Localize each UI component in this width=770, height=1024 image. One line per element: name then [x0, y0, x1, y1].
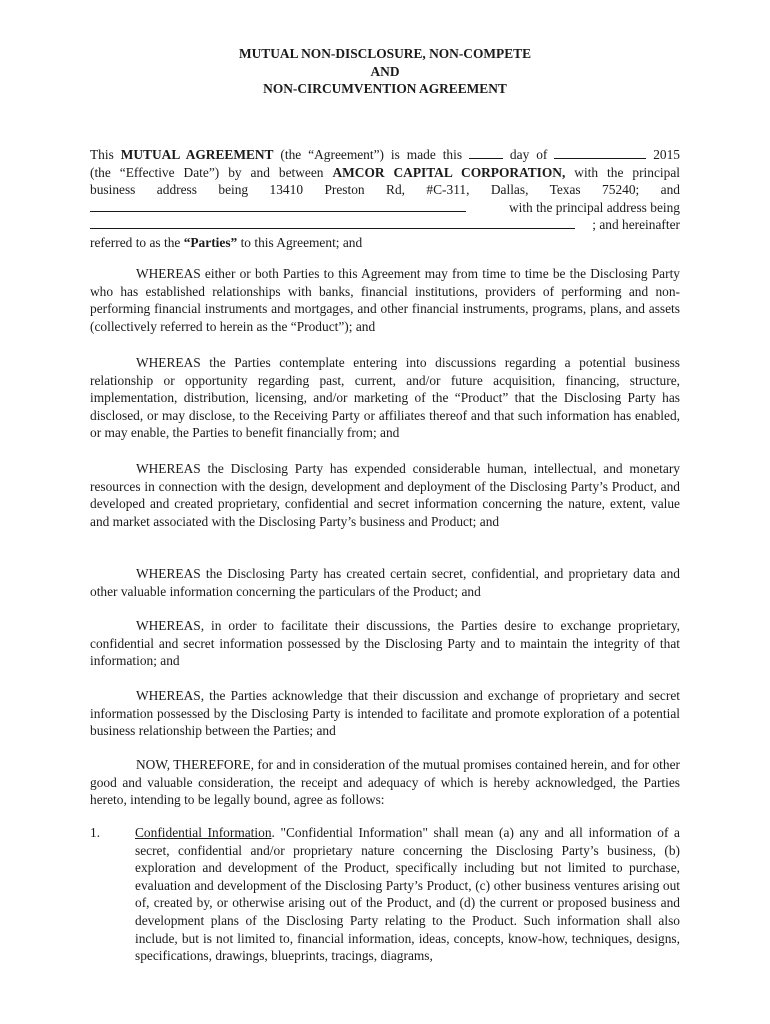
title-line-1: MUTUAL NON-DISCLOSURE, NON-COMPETE — [238, 46, 531, 61]
section-number: 1. — [90, 825, 101, 840]
party-address-blank — [90, 216, 575, 229]
whereas-paragraph-2: WHEREAS the Parties contemplate entering into discussions regarding a potential business relationship or opportunity regarding past, current, and/or future acquisition, financing, structure, implementation, distribution, licensing, and/or marketing of the “Product” that the Disclosing Party has disclosed, or may disclose, to the Receiving Party or affiliates thereof and that such information has enabled, or may enable, the Parties to benefit financially from; and — [90, 355, 680, 441]
intro-text: (the “Agreement”) is made this — [273, 147, 469, 162]
whereas-paragraph-6: WHEREAS, the Parties acknowledge that their discussion and exchange of proprietary and secret information possessed by the Disclosing Party is intended to facilitate and promote exploration of a potential business relationship between the Parties; and — [90, 688, 680, 739]
whereas-paragraph-3: WHEREAS the Disclosing Party has expended considerable human, intellectual, and monetary resources in connection with the design, development and deployment of the Disclosing Party’s Product, and developed and created proprietary, confidential and secret information concerning the nature, extent, value and market associated with the Disclosing Party’s business and Product; and — [90, 461, 680, 529]
month-blank — [554, 146, 646, 159]
intro-line-6 — [90, 234, 680, 252]
intro-text: day of — [503, 147, 555, 162]
intro-text: (the “Effective Date”) by and between — [90, 164, 333, 180]
whereas-paragraph-1: WHEREAS either or both Parties to this Agreement may from time to time be the Disclosing Party who has established relationships with banks, financial institutions, providers of performing and non-performing financial instruments and mortgages, and other financial instruments, programs, plans, and assets (collectively referred to herein as the “Product”); and — [90, 266, 680, 334]
section-heading: Confidential Information — [135, 825, 272, 840]
section-body: . "Confidential Information" shall mean (a) any and all information of a secret, confidential and/or proprietary nature concerning the Disclosing Party’s business, (b) exploration and development of the Product, specifically including but not limited to purchase, evaluation and development of the Disclosing Party’s Product, (c) other business ventures arising out of, created by, or otherwise arising out of the Product, and (d) the current or proposed business and development plans of the Disclosing Party relating to the Product. Such information shall also include, but is not limited to, financial information, ideas, concepts, know-how, techniques, designs, specifications, drawings, blueprints, tracings, diagrams, — [135, 825, 680, 964]
intro-line-3: business address being 13410 Preston Rd, #C-311, Dallas, Texas 75240; and — [90, 182, 680, 198]
intro-text: ; and hereinafter — [592, 217, 680, 233]
whereas-paragraph-5: WHEREAS, in order to facilitate their discussions, the Parties desire to exchange proprietary, confidential and secret information possessed by the Disclosing Party and to maintain the integrity of that information; and — [90, 618, 680, 669]
intro-text: This — [90, 147, 121, 162]
now-therefore-paragraph: NOW, THEREFORE, for and in consideration of the mutual promises contained herein, and for other good and valuable consideration, the receipt and adequacy of which is hereby acknowledged, the Parties hereto, intending to be legally bound, agree as follows: — [90, 757, 680, 808]
intro-text: with the principal — [565, 164, 680, 180]
agreement-name: MUTUAL AGREEMENT — [120, 147, 274, 162]
title-line-2: AND — [370, 63, 400, 79]
intro-text: to this Agreement; and — [237, 234, 363, 250]
title-line-3: NON-CIRCUMVENTION AGREEMENT — [263, 81, 507, 97]
day-blank — [469, 146, 503, 159]
intro-line-5 — [90, 216, 680, 234]
intro-text: referred to as the — [90, 234, 184, 250]
intro-line-4 — [90, 199, 680, 217]
company-name: AMCOR CAPITAL CORPORATION, — [332, 164, 566, 180]
intro-line-1 — [90, 146, 680, 164]
parties-term: “Parties” — [183, 234, 238, 250]
intro-text: with the principal address being — [508, 199, 680, 215]
intro-line-2 — [90, 164, 680, 182]
intro-year: 2015 — [646, 147, 680, 162]
party-name-blank — [90, 199, 466, 212]
section-confidential-information — [135, 824, 680, 965]
whereas-paragraph-4: WHEREAS the Disclosing Party has created certain secret, confidential, and proprietary data and other valuable information concerning the particulars of the Product; and — [90, 566, 680, 599]
intro-paragraph — [90, 146, 680, 252]
agreement-title — [0, 45, 770, 98]
